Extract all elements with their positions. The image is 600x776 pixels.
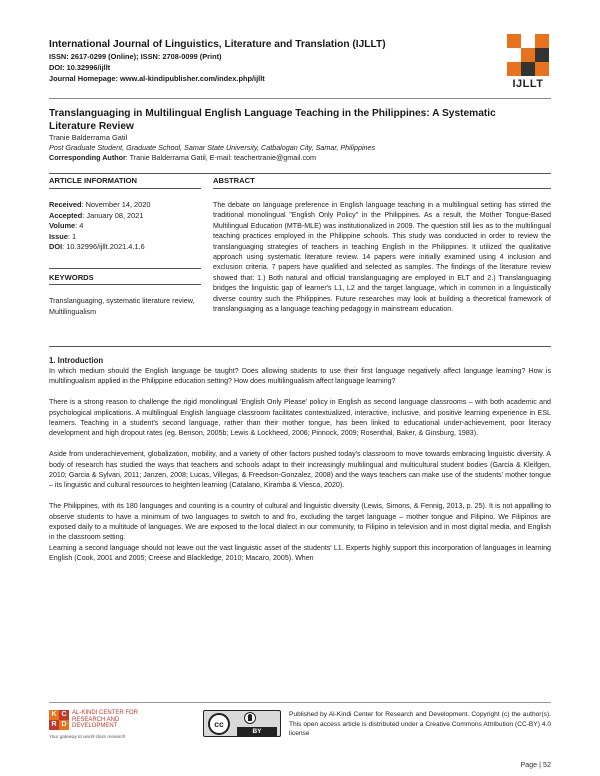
corresponding-text[interactable]: : Tranie Balderrama Gatil, E-mail: teachertranie@gmail.com	[125, 153, 317, 162]
journal-issn: ISSN: 2617-0299 (Online); ISSN: 2708-0099 (Print)	[49, 52, 222, 61]
logo-text: IJLLT	[512, 78, 544, 90]
abstract-rule	[213, 188, 551, 189]
intro-paragraph: Learning a second language should not leave out the vast linguistic asset of the students' L1. Experts highly support this incorporation of languages in learning English (Cook, 2001 and 2005; Creese and Blackledge, 2010; Macaro, 2005). When	[49, 543, 551, 563]
article-info-heading: ARTICLE INFORMATION	[49, 176, 138, 185]
article-meta	[49, 200, 229, 253]
author-affiliation: Post Graduate Student, Graduate School, Samar State University, Catbalogan City, Samar, Philippines	[49, 143, 376, 152]
journal-doi[interactable]: DOI: 10.32996/ijllt	[49, 63, 111, 72]
doi-row[interactable]: DOI: 10.32996/ijllt.2021.4.1.6	[49, 242, 145, 251]
journal-header	[49, 38, 489, 84]
abstract-text: The debate on language preference in English language teaching in a multilingual setting has stirred the traditional monolingual "English Only Policy" in the Philippines. As a result, the Mother Tongue-Based Multilingual Education (MTB-MLE) was institutionalized in 2009. The question still lies as to the multilingual teaching practices employed in the Philippine schools. This study was conducted in order to review the translanguaging strategies of teachers in teaching English in the Philippines. It utilized the qualitative approach using systematic literature review. 14 papers were initially examined using 4 inclusion and exclusion criteria. 7 papers have qualified and selected as samples. The findings of the literature review showed that: 1.) Both natural and official translanguaging are employed in ELT and 2.) Translanguaging bridges the linguistic gap of learner's L1, L2 and the target language, which in common in a linguistically diverse country such the Philippines. Future researches may look at building a theoretical framework of translanguaging as a language teaching pedagogy in mainstream education.	[213, 201, 551, 314]
intro-body	[49, 366, 551, 564]
by-label: BY	[237, 727, 277, 736]
keywords-text: Translanguaging, systematic literature review, Multilingualism	[49, 296, 195, 316]
al-kindi-tagline: Your gateway to world-class research	[49, 734, 126, 739]
license-text: Published by Al-Kindi Center for Research and Development. Copyright (c) the author(s). This open access article is distributed under a Creative Commons Attribution (CC-BY) 4.0 license	[289, 711, 551, 738]
corresponding-label: Corresponding Author	[49, 153, 126, 162]
info-top-rule	[49, 173, 551, 174]
footer-divider	[49, 702, 551, 703]
issue-row: Issue: 1	[49, 231, 77, 241]
corresponding-author	[49, 153, 316, 163]
author-name: Tranie Balderrama Gatil	[49, 133, 128, 142]
journal-title: International Journal of Linguistics, Literature and Translation (IJLLT)	[49, 39, 386, 50]
cc-by-badge[interactable]	[203, 710, 281, 737]
kcrd-blocks-icon: K C R D	[49, 710, 69, 730]
ijllt-logo	[507, 34, 549, 90]
intro-paragraph: In which medium should the English language be taught? Does allowing students to use their first language negatively affect language learning? How is multilingualism applied in the Philippine education setting? How does multilingualism affect language learning?	[49, 367, 551, 386]
keywords-heading: KEYWORDS	[49, 273, 94, 282]
journal-homepage[interactable]: Journal Homepage: www.al-kindipublisher.com/index.php/ijllt	[49, 74, 265, 83]
intro-heading: 1. Introduction	[49, 356, 104, 365]
intro-paragraph: Aside from underachievement, globalization, mobility, and a variety of other factors pushed today's classroom to move towards embracing linguistic diversity. A body of research has studied the ways that teachers and schools adapt to their increasingly multilingual and multicultural student bodies (Garcia & Kleifgen, 2010; Garcia & Sylvan, 2011; Janzen, 2008; Lucas, Villegas, & Freedson-Gonzalez, 2008) and the ways teachers can make use of the students' mother tongue – its linguistic and cultural resources to heighten learning (Catalano, Kiramba & Viesca, 2020).	[49, 450, 551, 490]
keywords-rule	[49, 284, 201, 285]
intro-paragraph: There is a strong reason to challenge the rigid monolingual 'English Only Please' policy in English as second language classrooms – with both academic and psychological implications. A multilingual English language classroom facilitates contextualized, interactive, inclusive, and positive learning experience in ESL learners. Teaching in a student's second language, rather than their mother tongue, has been linked to educational under-achievement, poor literacy development and high dropout rates (eg. Benson, 2005b; Lewis & Lockheed, 2006; Pinnock, 2009; Rosenthal, Baker, & Ginsburg, 1983).	[49, 398, 551, 438]
header-divider	[49, 98, 551, 99]
abstract-bottom-rule	[49, 346, 551, 347]
intro-paragraph: The Philippines, with its 180 languages and counting is a country of cultural and linguistic diversity (Lewis, Simons, & Fennig, 2013, p. 25). It is not appalling to observe students to have a minimum of two languages to switch to and fro, excluding the target language – mother tongue and Filipino. We Filipinos are exposed daily to a multitude of languages. We are exposed to the local dialect in our community, to Filipino in television and in most digital media, and English in the classroom setting.	[49, 502, 551, 542]
logo-checker-icon	[507, 34, 549, 76]
person-icon	[248, 714, 252, 721]
cc-icon: cc	[208, 713, 230, 735]
al-kindi-name: AL-KINDI CENTER FOR RESEARCH AND DEVELOPMENT	[72, 710, 139, 730]
page-number: Page | 52	[520, 760, 551, 769]
received-row: Received: November 14, 2020	[49, 200, 151, 209]
paper-title: Translanguaging in Multilingual English Language Teaching in the Philippines: A Systematic Literature Review	[49, 108, 496, 132]
keywords-top-rule	[49, 268, 201, 269]
abstract-heading: ABSTRACT	[213, 176, 255, 185]
article-info-rule	[49, 188, 201, 189]
accepted-row: Accepted: January 08, 2021	[49, 210, 144, 220]
volume-row: Volume: 4	[49, 221, 84, 230]
